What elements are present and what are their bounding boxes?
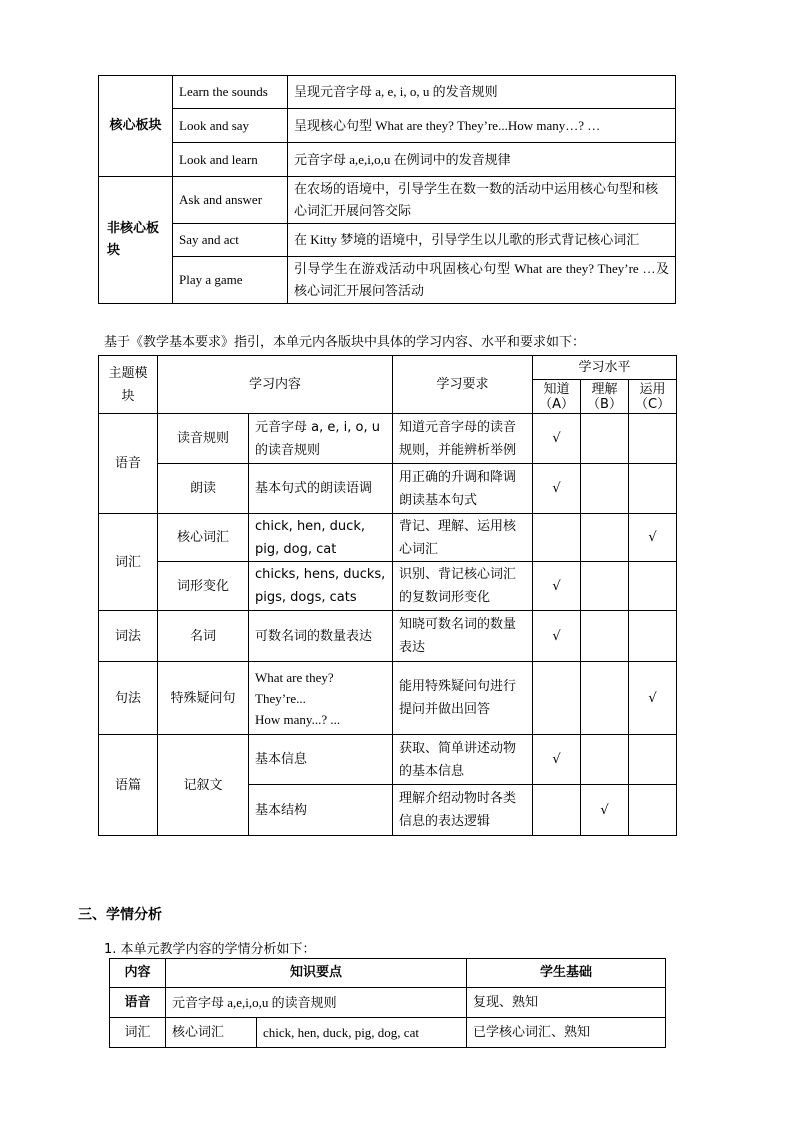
empty-cell <box>533 785 581 836</box>
header-requirement: 学习要求 <box>393 356 533 414</box>
module-syntax: 句法 <box>99 662 158 735</box>
content-detail: 基本句式的朗读语调 <box>249 464 393 514</box>
empty-cell <box>581 662 629 735</box>
content-detail: 基本信息 <box>249 735 393 785</box>
sentence-line: How many...? ... <box>255 711 341 727</box>
empty-cell <box>629 735 677 785</box>
knowledge-point: chick, hen, duck, pig, dog, cat <box>257 1018 467 1048</box>
header-level-c: 运用（C） <box>629 380 677 414</box>
intro-paragraph: 基于《教学基本要求》指引，本单元内各版块中具体的学习内容、水平和要求如下： <box>104 335 586 350</box>
header-points: 知识要点 <box>166 959 467 988</box>
header-level-b: 理解（B） <box>581 380 629 414</box>
section-name: Ask and answer <box>173 177 288 224</box>
section-content: 呈现核心句型 What are they? They’re...How many…? … <box>288 109 676 143</box>
check-mark: √ <box>533 464 581 514</box>
section-content: 引导学生在游戏活动中巩固核心句型 What are they? They’re …及核心词汇开展问答活动 <box>288 257 676 304</box>
header-base: 学生基础 <box>467 959 666 988</box>
check-mark: √ <box>533 611 581 662</box>
check-mark: √ <box>533 735 581 785</box>
section-content: 呈现元音字母 a, e, i, o, u 的发音规则 <box>288 76 676 109</box>
requirement: 知道元音字母的读音规则，并能辨析举例 <box>393 414 533 464</box>
section-heading: 三、学情分析 <box>78 907 162 923</box>
header-level: 学习水平 <box>533 356 677 380</box>
empty-cell <box>629 464 677 514</box>
requirement: 理解介绍动物时各类信息的表达逻辑 <box>393 785 533 836</box>
section-content: 在 Kitty 梦境的语境中，引导学生以儿歌的形式背记核心词汇 <box>288 224 676 257</box>
section-content: 在农场的语境中，引导学生在数一数的活动中运用核心句型和核心词汇开展问答交际 <box>288 177 676 224</box>
sub-topic: 读音规则 <box>158 414 249 464</box>
learning-requirements-table <box>98 355 677 836</box>
requirement: 识别、背记核心词汇的复数词形变化 <box>393 562 533 611</box>
empty-cell <box>581 464 629 514</box>
student-base: 复现、熟知 <box>467 988 666 1018</box>
module-discourse: 语篇 <box>99 735 158 836</box>
header-module: 主题模块 <box>99 356 158 414</box>
content-detail <box>249 662 393 735</box>
empty-cell <box>629 562 677 611</box>
check-mark: √ <box>581 785 629 836</box>
section-content: 元音字母 a,e,i,o,u 在例词中的发音规律 <box>288 143 676 177</box>
check-mark: √ <box>533 414 581 464</box>
student-base: 已学核心词汇、熟知 <box>467 1018 666 1048</box>
requirement: 用正确的升调和降调朗读基本句式 <box>393 464 533 514</box>
empty-cell <box>629 414 677 464</box>
requirement: 获取、简单讲述动物的基本信息 <box>393 735 533 785</box>
sub-topic: 特殊疑问句 <box>158 662 249 735</box>
content-detail: chick, hen, duck, pig, dog, cat <box>249 514 393 562</box>
requirement: 能用特殊疑问句进行提问并做出回答 <box>393 662 533 735</box>
sub-topic: 核心词汇 <box>166 1018 257 1048</box>
empty-cell <box>581 562 629 611</box>
content-detail: chicks, hens, ducks, pigs, dogs, cats <box>249 562 393 611</box>
header-content: 学习内容 <box>158 356 393 414</box>
section-name: Look and say <box>173 109 288 143</box>
sentence-line: What are they? <box>255 669 334 685</box>
core-module-label: 核心板块 <box>99 76 173 177</box>
content-detail: 可数名词的数量表达 <box>249 611 393 662</box>
section-name: Look and learn <box>173 143 288 177</box>
empty-cell <box>581 514 629 562</box>
sub-topic: 朗读 <box>158 464 249 514</box>
check-mark: √ <box>629 662 677 735</box>
content-detail: 基本结构 <box>249 785 393 836</box>
sub-topic: 记叙文 <box>158 735 249 836</box>
empty-cell <box>533 662 581 735</box>
module-grammar: 词法 <box>99 611 158 662</box>
empty-cell <box>581 414 629 464</box>
sub-topic: 名词 <box>158 611 249 662</box>
module-table <box>98 75 676 304</box>
noncore-module-label: 非核心板块 <box>99 177 173 304</box>
row-type: 词汇 <box>110 1018 166 1048</box>
section-name: Play a game <box>173 257 288 304</box>
section-name: Say and act <box>173 224 288 257</box>
student-analysis-table <box>109 958 666 1048</box>
intro-paragraph: 1. 本单元教学内容的学情分析如下： <box>104 942 316 957</box>
content-detail: 元音字母 a, e, i, o, u 的读音规则 <box>249 414 393 464</box>
module-pronunciation: 语音 <box>99 414 158 514</box>
section-name: Learn the sounds <box>173 76 288 109</box>
empty-cell <box>629 611 677 662</box>
empty-cell <box>629 785 677 836</box>
sub-topic: 词形变化 <box>158 562 249 611</box>
check-mark: √ <box>533 562 581 611</box>
module-vocabulary: 词汇 <box>99 514 158 611</box>
header-level-a: 知道（A） <box>533 380 581 414</box>
empty-cell <box>533 514 581 562</box>
empty-cell <box>581 735 629 785</box>
requirement: 背记、理解、运用核心词汇 <box>393 514 533 562</box>
check-mark: √ <box>629 514 677 562</box>
requirement: 知晓可数名词的数量表达 <box>393 611 533 662</box>
row-type: 语音 <box>110 988 166 1018</box>
sentence-line: They’re... <box>255 690 306 706</box>
knowledge-point: 元音字母 a,e,i,o,u 的读音规则 <box>166 988 467 1018</box>
empty-cell <box>581 611 629 662</box>
sub-topic: 核心词汇 <box>158 514 249 562</box>
header-content: 内容 <box>110 959 166 988</box>
